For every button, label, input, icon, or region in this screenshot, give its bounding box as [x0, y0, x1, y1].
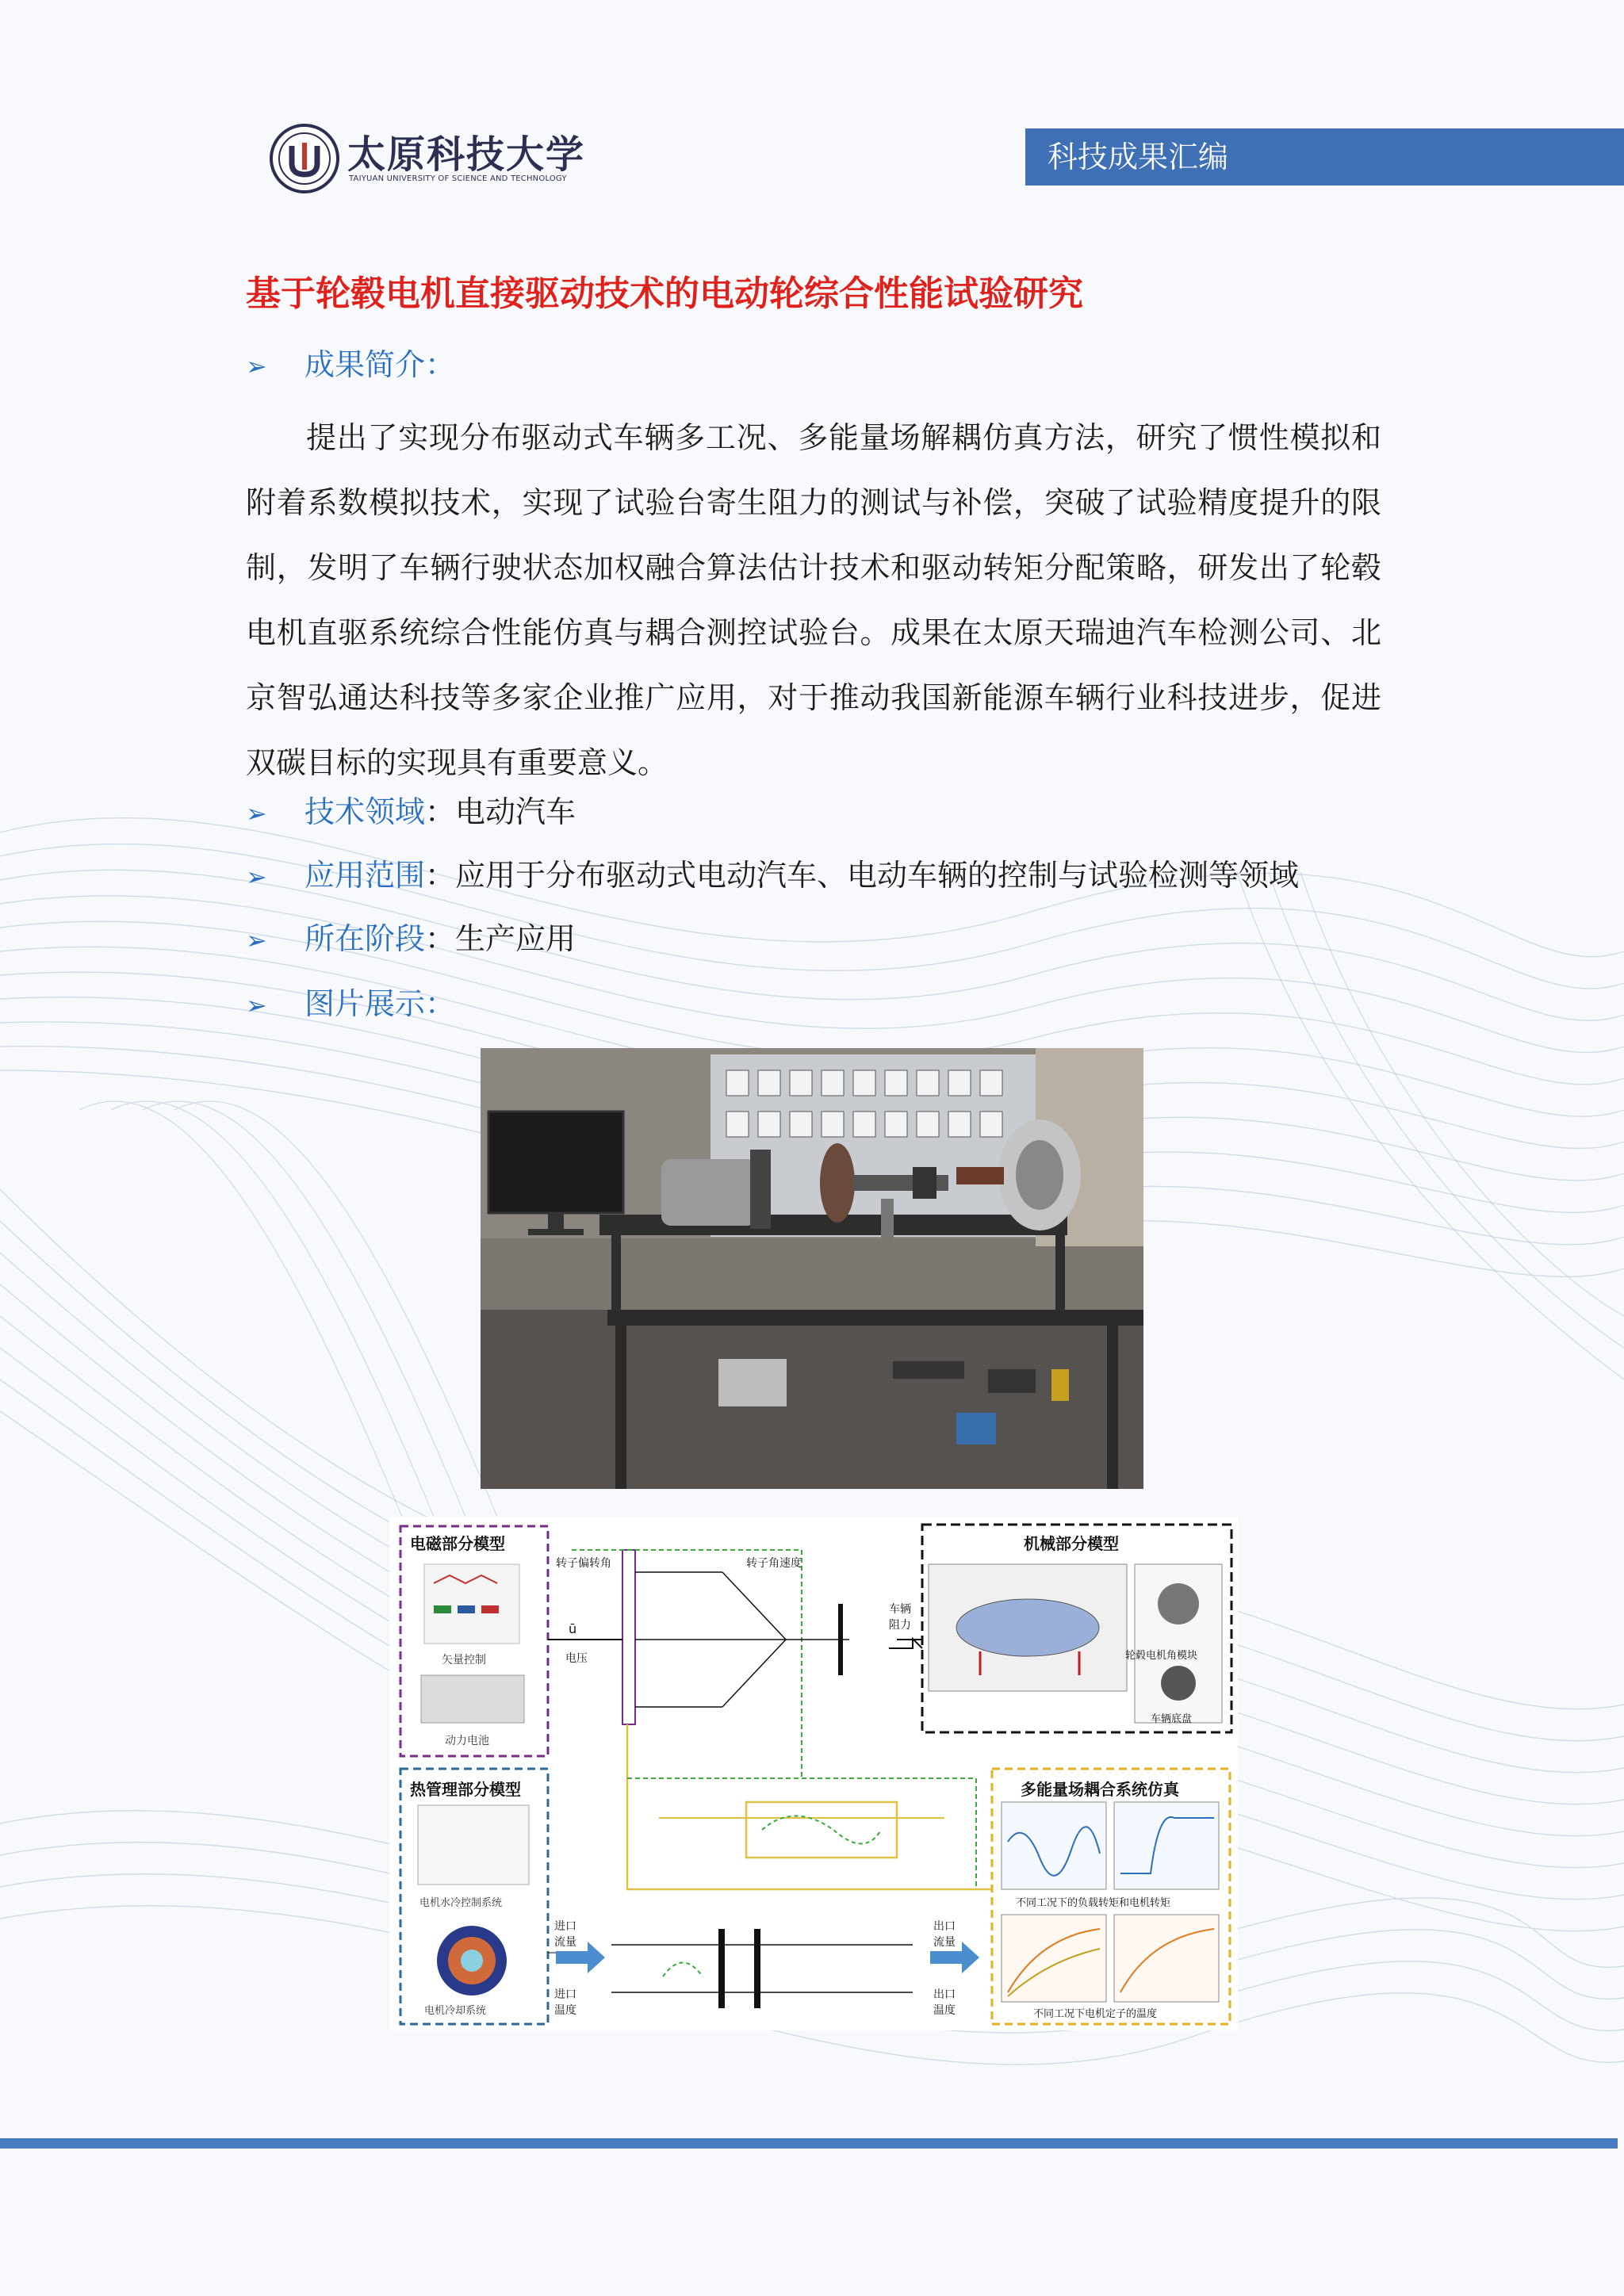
arrow-right-icon: ➢: [246, 990, 267, 1020]
multi-sim-title: 多能量场耦合系统仿真: [1021, 1780, 1179, 1799]
vehicle-resistance-label: 车辆 阻力: [889, 1603, 911, 1632]
outlet-temp-label: 出口 温度: [933, 1988, 956, 2017]
university-name: 太原科技大学: [347, 132, 586, 177]
footer-bar: [0, 2138, 1618, 2149]
field-value: 生产应用: [455, 921, 576, 956]
summary-paragraph: 提出了实现分布驱动式车辆多工况、多能量场解耦仿真方法，研究了惯性模拟和附着系数模拟技术，实现了试验台寄生阻力的测试与补偿，突破了试验精度提升的限制，发明了车辆行驶状态加权融合算法估计技术和驱动转矩分配策略，研发出了轮毂电机直驱系统综合性能仿真与耦合测控试验台。成果在太原天瑞迪汽车检测公司、北京智弘通达科技等多家企业推广应用，对于推动我国新能源车辆行业科技进步，促进双碳目标的实现具有重要意义。: [246, 420, 1381, 780]
field-separator: ：: [425, 858, 456, 893]
mech-chassis-label: 车辆底盘: [1151, 1713, 1193, 1725]
arrow-right-icon: ➢: [246, 862, 267, 892]
test-bench-photo: [481, 1048, 1143, 1489]
voltage-symbol: ū: [569, 1621, 577, 1636]
multi-caption-temperature: 不同工况下电机定子的温度: [1033, 2008, 1158, 2020]
images-label: 图片展示：: [304, 986, 456, 1021]
inlet-temp-label: 进口 温度: [554, 1988, 576, 2017]
rotor-speed-label: 转子角速度: [746, 1557, 802, 1570]
thermal-water-label: 电机水冷控制系统: [419, 1897, 503, 1909]
voltage-label: 电压: [565, 1652, 588, 1665]
field-separator: ：: [425, 794, 456, 829]
summary-label: 成果简介：: [304, 347, 456, 382]
section-tag: 科技成果汇编: [1025, 128, 1624, 186]
outlet-flow-label: 出口 流量: [933, 1920, 956, 1949]
field-separator: ：: [425, 921, 456, 956]
thermal-cooling-label: 电机冷却系统: [424, 2005, 487, 2017]
thermal-model-title: 热管理部分模型: [410, 1780, 521, 1799]
images-heading: [246, 983, 1396, 1026]
arrow-right-icon: ➢: [246, 925, 267, 955]
field-application: [246, 855, 1396, 897]
university-logo: [268, 119, 586, 198]
field-value: 电动汽车: [455, 794, 576, 829]
field-label: 应用范围: [304, 858, 426, 893]
page-title: 基于轮毂电机直接驱动技术的电动轮综合性能试验研究: [246, 274, 1083, 314]
em-battery-label: 动力电池: [445, 1735, 489, 1747]
em-vector-label: 矢量控制: [442, 1654, 486, 1667]
summary-heading: [246, 344, 1396, 387]
field-label: 所在阶段: [304, 921, 426, 956]
mech-model-title: 机械部分模型: [1024, 1534, 1119, 1553]
multi-caption-torque: 不同工况下的负载转矩和电机转矩: [1016, 1897, 1171, 1909]
field-stage: [246, 918, 1396, 961]
university-seal-icon: [268, 122, 341, 195]
university-name-en: TAIYUAN UNIVERSITY OF SCIENCE AND TECHNOLOGY: [349, 174, 567, 183]
em-model-title: 电磁部分模型: [410, 1534, 505, 1553]
mech-wheel-module-label: 轮毂电机角模块: [1125, 1650, 1198, 1662]
simulation-diagram: [389, 1517, 1238, 2030]
field-tech-area: [246, 791, 1396, 834]
field-label: 技术领域: [304, 794, 426, 829]
inlet-flow-label: 进口 流量: [554, 1920, 576, 1949]
arrow-right-icon: ➢: [246, 798, 267, 828]
rotor-angle-label: 转子偏转角: [556, 1557, 611, 1570]
arrow-right-icon: ➢: [246, 351, 267, 381]
field-value: 应用于分布驱动式电动汽车、电动车辆的控制与试验检测等领域: [455, 858, 1300, 893]
